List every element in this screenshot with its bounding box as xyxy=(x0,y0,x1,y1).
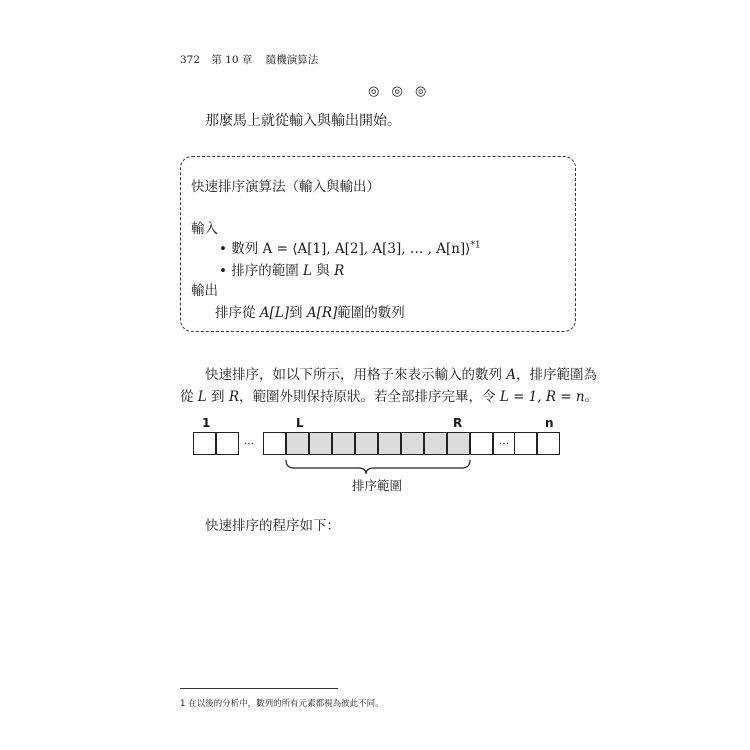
input-item-range-label: • 排序的範圍 xyxy=(219,263,304,279)
input-item-range xyxy=(219,259,344,279)
array-diagram xyxy=(190,416,570,496)
output-prefix: 排序從 xyxy=(215,305,260,321)
output-suffix: 範圍的數列 xyxy=(337,305,405,321)
range-label: 排序範圍 xyxy=(352,478,403,493)
var-AL: A[L] xyxy=(259,305,290,321)
sequence-formula: A = ⟨A[1], A[2], A[3], … , A[n]⟩ xyxy=(262,241,471,257)
page-number: 372 xyxy=(180,54,201,66)
para-text: 。 xyxy=(584,389,599,405)
para-text: 從 xyxy=(180,389,198,405)
box-title: 快速排序演算法（輸入與輸出） xyxy=(191,179,380,195)
input-item-sequence-label: • 數列 xyxy=(219,241,263,257)
para-text: ，排序範圍為 xyxy=(516,367,598,383)
para-text: 快速排序，如以下所示，用格子來表示輸入的數列 xyxy=(205,367,507,383)
section-separator: ◎ ◎ ◎ xyxy=(368,84,431,99)
footnote-ref: *1 xyxy=(470,240,481,251)
conjunction: 與 xyxy=(312,263,335,279)
var-L: L xyxy=(303,263,313,279)
equation: L = 1, R = n xyxy=(499,389,585,405)
paragraph-line-1 xyxy=(205,363,597,383)
para-text: ，範圍外則保持原狀。若全部排序完畢，令 xyxy=(239,389,500,405)
footnote: 1 在以後的分析中，數列的所有元素都視為彼此不同。 xyxy=(180,699,384,709)
var-AR: A[R] xyxy=(306,305,338,321)
input-item-sequence xyxy=(219,237,481,257)
label-L: L xyxy=(296,416,304,430)
para-text: 到 xyxy=(206,389,229,405)
range-brace xyxy=(190,416,570,478)
var-L: L xyxy=(197,389,207,405)
output-mid: 到 xyxy=(289,305,307,321)
chapter-label: 第 10 章 xyxy=(211,54,253,66)
output-heading: 輸出 xyxy=(191,283,218,299)
label-R: R xyxy=(453,416,463,430)
chapter-title: 隨機演算法 xyxy=(265,54,319,66)
label-one: 1 xyxy=(202,416,211,430)
intro-paragraph: 那麼馬上就從輸入與輸出開始。 xyxy=(205,113,401,129)
running-header xyxy=(180,52,318,67)
input-heading: 輸入 xyxy=(191,221,218,237)
paragraph-line-2 xyxy=(180,385,598,405)
var-R: R xyxy=(228,389,240,405)
footnote-rule xyxy=(180,688,338,689)
var-R: R xyxy=(334,263,345,279)
ellipsis-left: … xyxy=(244,436,254,447)
procedure-intro: 快速排序的程序如下： xyxy=(205,518,340,534)
ellipsis-right: … xyxy=(499,436,509,447)
label-n: n xyxy=(545,416,554,430)
output-item xyxy=(215,301,405,321)
algorithm-box xyxy=(180,156,576,332)
var-A: A xyxy=(506,367,517,383)
